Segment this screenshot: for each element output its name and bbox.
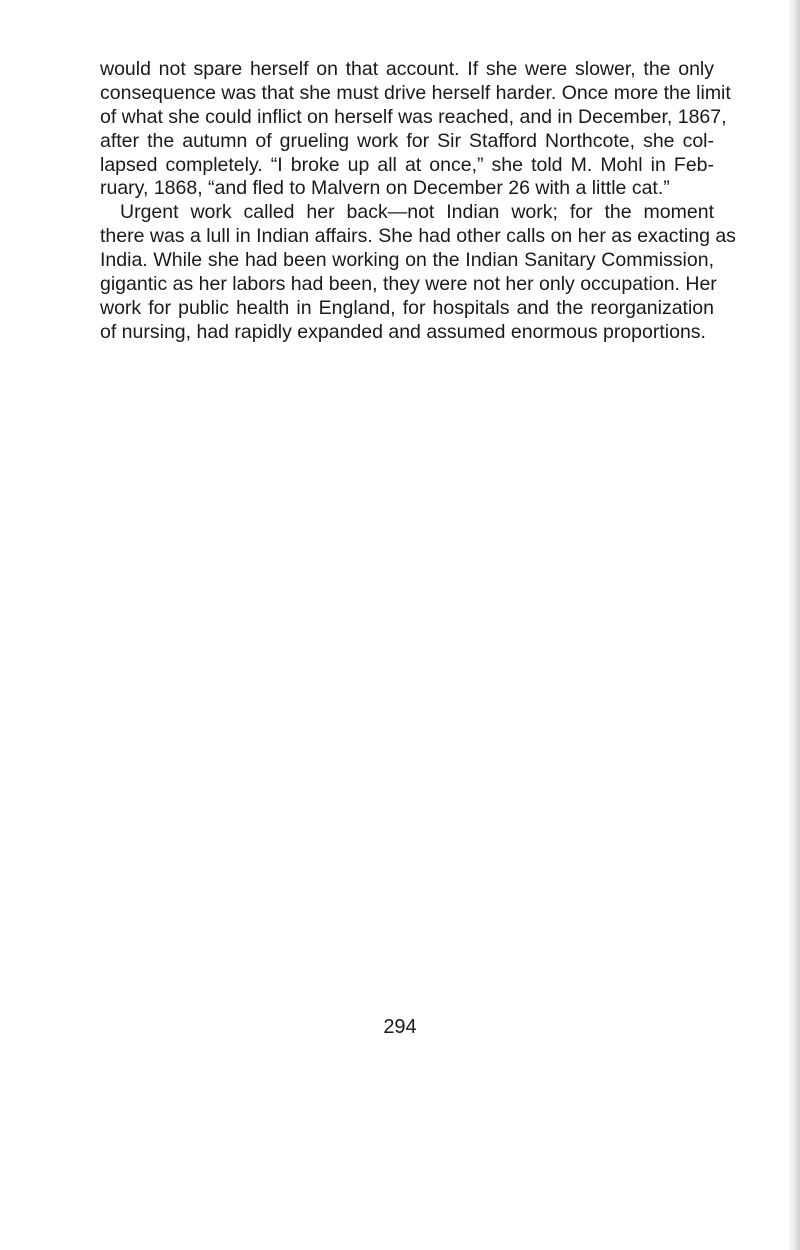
text-line: Urgent work called her back—not Indian work; for the moment bbox=[120, 201, 714, 224]
page-number: 294 bbox=[383, 1016, 417, 1038]
text-line: ruary, 1868, “and fled to Malvern on December 26 with a little cat.” bbox=[100, 177, 670, 200]
text-line: work for public health in England, for hospitals and the reorganization bbox=[100, 296, 714, 319]
text-line: would not spare herself on that account. If she were slower, the only bbox=[100, 58, 714, 80]
text-line: gigantic as her labors had been, they were not her only occupation. Her bbox=[100, 273, 717, 296]
text-line: India. While she had been working on the Indian Sanitary Commission, bbox=[100, 249, 714, 272]
text-line: after the autumn of grueling work for Sir Stafford Northcote, she col- bbox=[100, 129, 714, 152]
text-line: of what she could inflict on herself was reached, and in December, 1867, bbox=[100, 105, 727, 128]
text-line: lapsed completely. “I broke up all at once,” she told M. Mohl in Feb- bbox=[100, 153, 714, 176]
text-line: consequence was that she must drive herself harder. Once more the limit bbox=[100, 81, 731, 104]
page-edge-shadow bbox=[788, 0, 800, 1250]
text-line: of nursing, had rapidly expanded and assumed enormous proportions. bbox=[100, 320, 706, 343]
body-text bbox=[100, 58, 736, 345]
text-line: there was a lull in Indian affairs. She had other calls on her as exacting as bbox=[100, 225, 736, 248]
